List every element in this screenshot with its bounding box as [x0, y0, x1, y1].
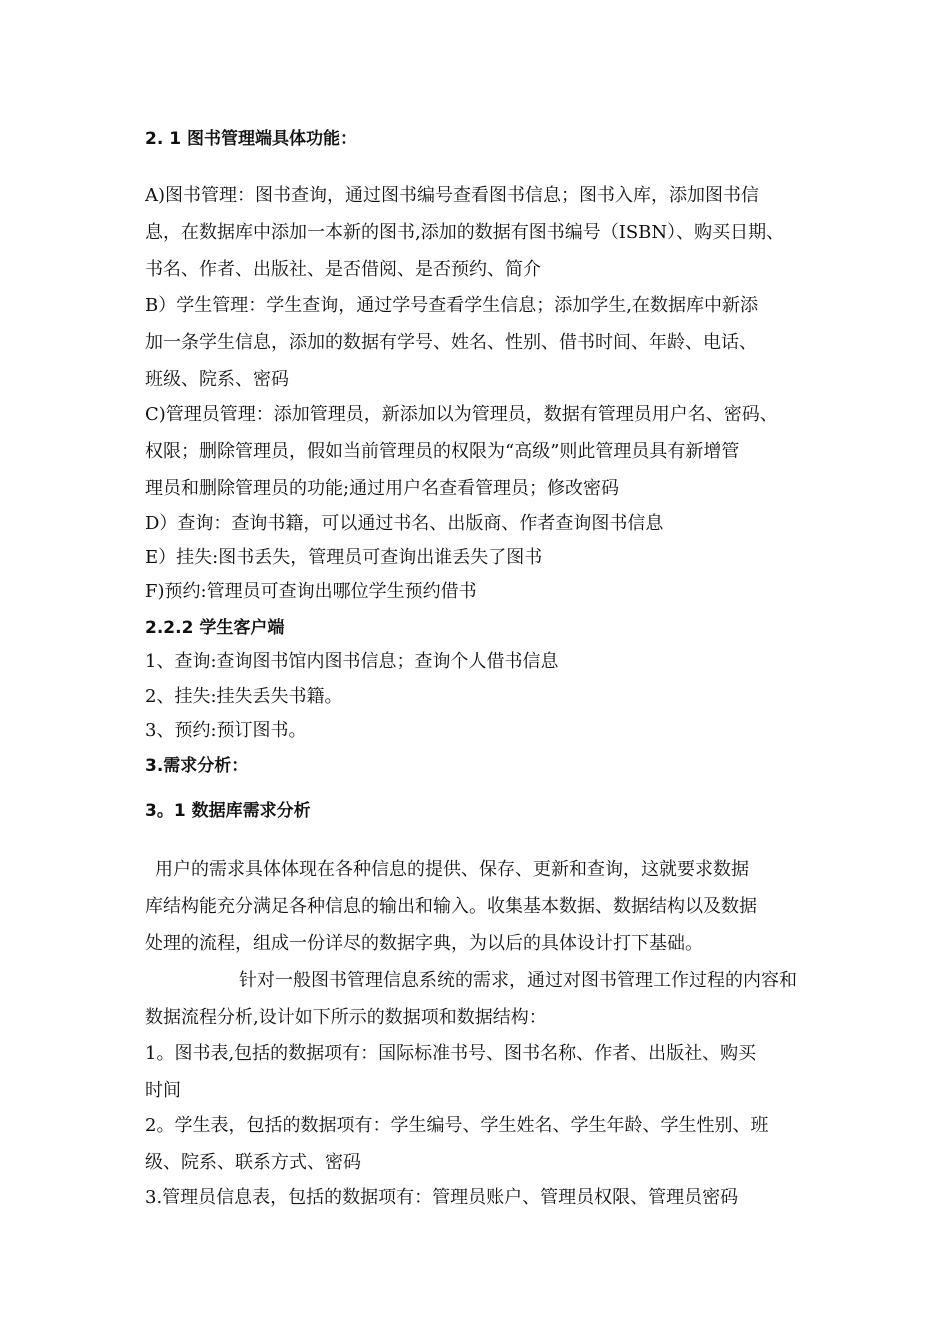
paragraph-line: 库结构能充分满足各种信息的输出和输入。收集基本数据、数据结构以及数据 [145, 896, 757, 917]
section-heading-3: 3.需求分析： [145, 756, 249, 776]
paragraph-line: 权限；删除管理员，假如当前管理员的权限为“高级”则此管理员具有新增管 [145, 441, 740, 462]
paragraph-line: D）查询：查询书籍，可以通过书名、出版商、作者查询图书信息 [145, 513, 664, 534]
paragraph-line: 数据流程分析,设计如下所示的数据项和数据结构： [145, 1007, 547, 1028]
paragraph-line: 加一条学生信息，添加的数据有学号、姓名、性别、借书时间、年龄、电话、 [145, 332, 757, 353]
paragraph-line: 处理的流程，组成一份详尽的数据字典，为以后的具体设计打下基础。 [145, 933, 703, 954]
paragraph-line: B）学生管理：学生查询，通过学号查看学生信息；添加学生,在数据库中新添 [145, 295, 758, 316]
section-heading-2-1: 2. 1 图书管理端具体功能： [145, 129, 357, 149]
section-heading-3-1: 3。1 数据库需求分析 [145, 801, 311, 821]
list-item: 1。图书表,包括的数据项有：国际标准书号、图书名称、作者、出版社、购买 [145, 1043, 757, 1064]
list-item: 1、查询:查询图书馆内图书信息；查询个人借书信息 [145, 651, 559, 672]
paragraph-line: 用户的需求具体体现在各种信息的提供、保存、更新和查询，这就要求数据 [155, 859, 749, 880]
paragraph-line: 班级、院系、密码 [145, 369, 289, 390]
paragraph-line: E）挂失:图书丢失，管理员可查询出谁丢失了图书 [145, 547, 543, 568]
list-item: 2。学生表，包括的数据项有：学生编号、学生姓名、学生年龄、学生性别、班 [145, 1115, 769, 1136]
paragraph-line: C)管理员管理：添加管理员，新添加以为管理员，数据有管理员用户名、密码、 [145, 404, 778, 425]
list-item: 2、挂失:挂失丢失书籍。 [145, 686, 343, 707]
paragraph-line: 息，在数据库中添加一本新的图书,添加的数据有图书编号（ISBN）、购买日期、 [145, 222, 785, 243]
paragraph-line: 理员和删除管理员的功能;通过用户名查看管理员；修改密码 [145, 478, 620, 499]
list-item-continuation: 级、院系、联系方式、密码 [145, 1152, 361, 1173]
paragraph-line: A)图书管理：图书查询，通过图书编号查看图书信息；图书入库，添加图书信 [145, 185, 760, 206]
list-item: 3.管理员信息表，包括的数据项有：管理员账户、管理员权限、管理员密码 [145, 1187, 739, 1208]
paragraph-line: F)预约:管理员可查询出哪位学生预约借书 [145, 581, 477, 602]
list-item-continuation: 时间 [145, 1080, 181, 1101]
list-item: 3、预约:预订图书。 [145, 720, 307, 741]
paragraph-line: 针对一般图书管理信息系统的需求，通过对图书管理工作过程的内容和 [239, 970, 797, 991]
section-heading-2-2-2: 2.2.2 学生客户端 [145, 618, 285, 638]
paragraph-line: 书名、作者、出版社、是否借阅、是否预约、简介 [145, 259, 541, 280]
